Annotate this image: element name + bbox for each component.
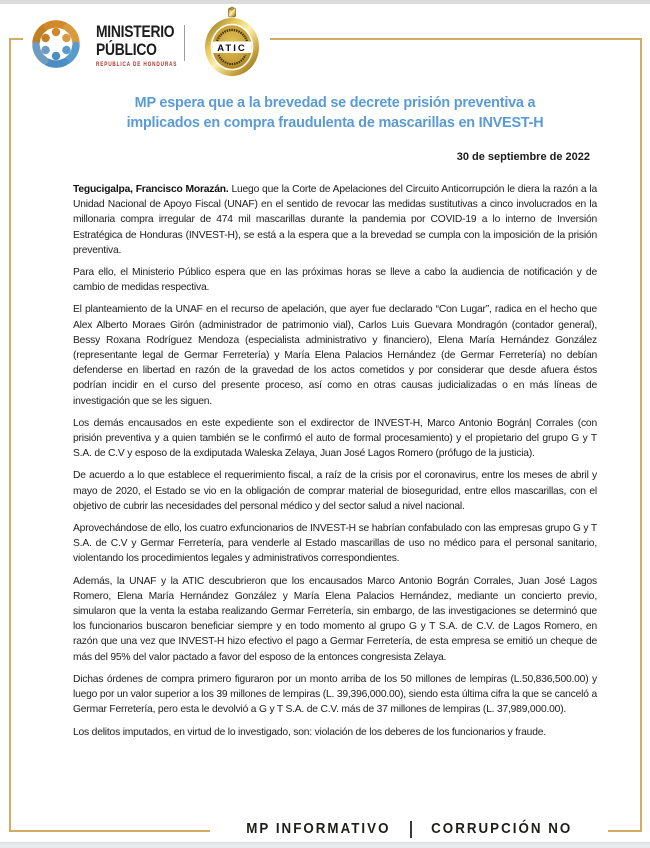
paragraph: Aprovechándose de ello, los cuatro exfuncionarios de INVEST-H se habrían confabulado con las empresas grupo G y T S.A. de C.V y Germar Ferretería, para venderle al Estado mascarillas de uso no médico para el personal sanitario, violentando los procedimientos legales y administrativos correspondientes. [73, 523, 597, 565]
paragraph: Además, la UNAF y la ATIC descubrieron que los encausados Marco Antonio Bográn Corrales, Juan José Lagos Romero, Elena María Hernández González y María Elena Palacios Hernández, mediante un concierto previo, simularon que la venta la estaba realizando Germar Ferretería, sin embargo, de las investigaciones se determinó que los funcionarios buscaron beneficiar siempre y en todo momento al grupo G y T S.A. de C.V. de Lagos Romero, en razón que una vez que INVEST-H hizo efectivo el pago a Germar Ferretería, de esta empresa se emitió un cheque de más del 95% del valor pactado a favor del esposo de la entonces congresista Zelaya. [73, 575, 597, 663]
article-title-line1: MP espera que a la brevedad se decrete prisión preventiva a [134, 95, 536, 111]
paragraph: Dichas órdenes de compra primero figuraron por un monto arriba de los 50 millones de lempiras (L.50,836,500.00) y luego por un valor superior a los 39 millones de lempiras (L. 39,396,000.00), siendo esta última cifra la que se canceló a Germar Ferretería, pero esta le devolvió a G y T S.A. de C.V. más de 37 millones de lempiras (L. 37,989,000.00). [73, 673, 597, 716]
org-name-line1: MINISTERIO [96, 23, 175, 41]
footer-divider [410, 821, 412, 838]
paragraph: Para ello, el Ministerio Público espera que en las próximas horas se lleve a cabo la audiencia de notificación y de cambio de medidas respectiva. [73, 267, 597, 294]
paragraph: De acuerdo a lo que establece el requerimiento fiscal, a raíz de la crisis por el coronavirus, entre los meses de abril y mayo de 2020, el Estado se vio en la obligación de comprar material de bioseguridad, entre ellos mascarillas, con el objetivo de cubrir las necesidades del personal médico y del sector salud a nivel nacional. [73, 470, 597, 512]
paragraph: Tegucigalpa, Francisco Morazán. Luego que la Corte de Apelaciones del Circuito Anticorrupción le diera la razón a la Unidad Nacional de Apoyo Fiscal (UNAF) en el sentido de revocar las medidas sustitutivas a cinco involucrados en la millonaria compra irregular de 474 mil mascarillas durante la pandemia por COVID-19 a lo interno de Inversión Estratégica de Honduras (INVEST-H), se está a la espera que a la brevedad se cumpla con la imposición de la prisión preventiva. [73, 184, 597, 256]
footer-banner [210, 817, 608, 841]
org-subtitle: REPÚBLICA DE HONDURAS [96, 62, 178, 68]
ministerio-publico-logo-icon [26, 15, 86, 73]
paragraph: Los demás encausados en este expediente son el exdirector de INVEST-H, Marco Antonio Bográn| Corrales (con prisión preventiva y a quien también se le confirmó el auto de formal procesamiento) y el propietario del grupo G y T S.A. de C.V y esposo de la exdiputada Waleska Zelaya, Juan José Lagos Romero (prófugo de la justicia). [73, 417, 597, 460]
page-top-edge [0, 0, 650, 4]
article [73, 94, 597, 747]
gold-border-bottom-left-segment [9, 830, 216, 832]
gold-border-top-left-segment [9, 38, 23, 40]
paragraph: Los delitos imputados, en virtud de lo investigado, son: violación de los deberes de los funcionarios y fraude. [73, 726, 546, 738]
article-title [73, 94, 597, 133]
footer-right-label: CORRUPCIÓN NO [430, 821, 572, 837]
gold-border-left [9, 38, 11, 832]
atic-badge-icon [203, 5, 261, 77]
atic-label: ATIC [217, 42, 247, 54]
footer-left-label: MP INFORMATIVO [246, 821, 391, 837]
gold-border-right [640, 38, 642, 832]
org-name-block [96, 23, 191, 68]
logo-divider [184, 25, 185, 61]
dateline-lead: Tegucigalpa, Francisco Morazán. [73, 184, 229, 195]
paragraph: El planteamiento de la UNAF en el recurso de apelación, que ayer fue declarado “Con Lugar”, radica en el hecho que Alex Alberto Moraes Girón (administrador de patrimonio vial), Carlos Luis Guevara Mondragón (contador general), Bessy Roxana Rodríguez Mendoza (especialista administrativo y financiero), Elena María Hernández González (representante legal de Germar Ferretería) y María Elena Palacios Hernández (de Germar Ferretería) no debían defenderse en libertad en razón de la gravedad de los actos cometidos y por considerar que desde afuera éstos podrían incidir en el curso del presente proceso, así como en otras causas judicializadas o en más líneas de investigación que se les siguen. [73, 304, 597, 407]
page-bottom-edge [0, 842, 650, 848]
article-title-line2: implicados en compra fraudulenta de mascarillas en INVEST-H [126, 114, 544, 131]
article-date: 30 de septiembre de 2022 [456, 151, 590, 163]
article-body [73, 182, 597, 740]
org-name-line2: PÚBLICO [96, 41, 157, 59]
gold-border-top-segment [270, 38, 642, 40]
